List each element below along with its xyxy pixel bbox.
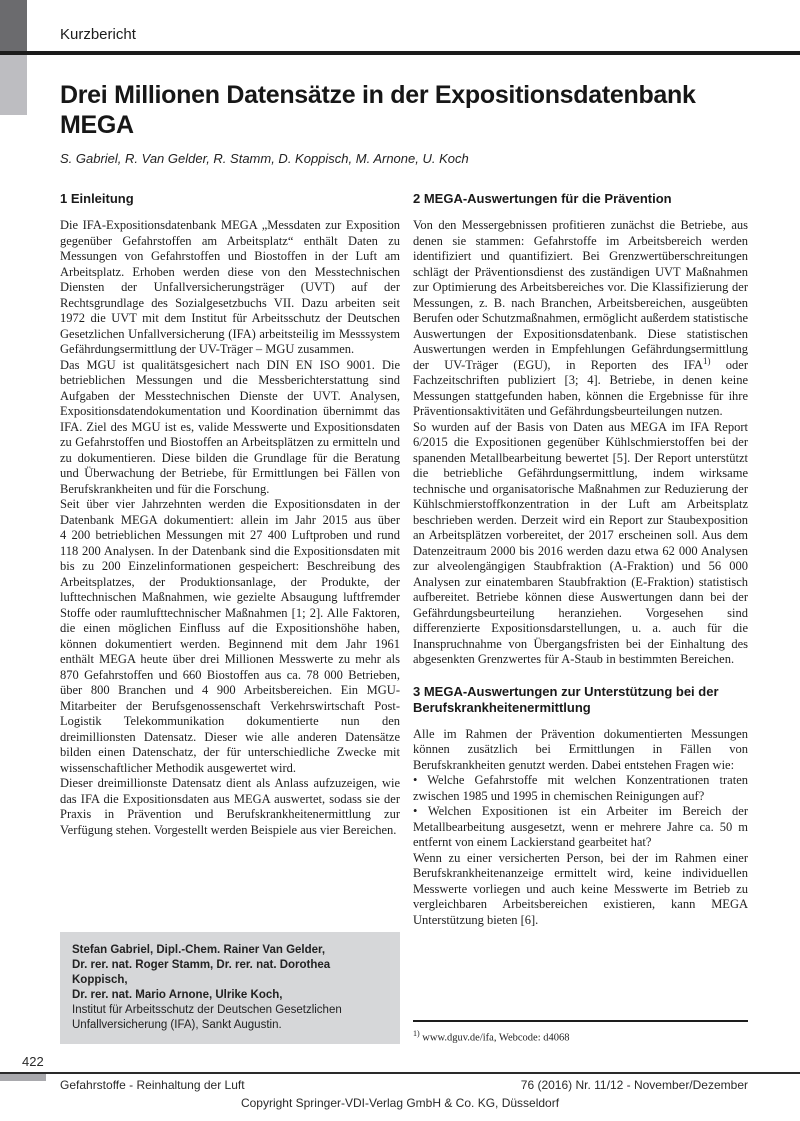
section3-paragraph-1: Alle im Rahmen der Prävention dokumentierten Messungen können zusätzlich bei Ermittlungen in Fällen von Berufskrankheiten genutzt werden. Dabei entstehen Fragen wie: bbox=[413, 726, 748, 772]
section2-paragraph-1-text: Von den Messergebnissen profitieren zunächst die Betriebe, aus denen sie stammen: Gefahrstoffe im Arbeitsbereich werden identifiziert und quantifiziert. Bei Grenzwertüberschreitungen schlägt der Präventionsdienst des zuständigen UVT Maßnahmen zur Optimierung des Arbeitsbereiches vor. Die Klassifizierung der Messungen, z. B. nach Branchen, Arbeitsbereichen, ausgeübten Berufen oder Schutzmaßnahmen, ermöglicht außerdem statistische Auswertungen der Expositionsdatenbank. Diese statistischen Auswertungen werden in Empfehlungen Gefährdungsermittlung der UV-Träger (EGU), in Reporten des IFA bbox=[413, 218, 748, 372]
column-right bbox=[413, 191, 748, 1044]
article-content bbox=[60, 80, 748, 1044]
section2-heading: 2 MEGA-Auswertungen für die Prävention bbox=[413, 191, 672, 206]
footer-rule bbox=[0, 1072, 800, 1074]
footnote-reference-marker: 1) bbox=[703, 355, 711, 366]
section2-paragraph-1-continued: oder Fachzeitschriften publiziert [3; 4]. Betriebe, in denen keine Messungen stattgefunden haben, können die Ergebnisse für ihre Präventionsaktivitäten und Gefährdungsbeurteilungen nutzen. bbox=[413, 357, 748, 418]
page-number: 422 bbox=[22, 1054, 44, 1069]
two-column-body bbox=[60, 191, 748, 1044]
issue-info: 76 (2016) Nr. 11/12 - November/Dezember bbox=[520, 1078, 748, 1092]
section3-heading: 3 MEGA-Auswertungen zur Unterstützung bei der Berufskrankheitenermittlung bbox=[413, 683, 719, 715]
section3-paragraph-2: Wenn zu einer versicherten Person, bei der im Rahmen einer Berufskrankheitenanzeige ermittelt wird, keine individuellen Messwerte vorliegen und auch keine Messwerte im Betrieb zu vergleichbaren Arbeitsbereichen existieren, kann MEGA Unterstützung bieten [6]. bbox=[413, 850, 748, 927]
author-byline: S. Gabriel, R. Van Gelder, R. Stamm, D. Koppisch, M. Arnone, U. Koch bbox=[60, 151, 469, 166]
section1-heading: 1 Einleitung bbox=[60, 191, 134, 206]
article-title-line1: Drei Millionen Datensätze in der Expositionsdatenbank bbox=[60, 81, 696, 109]
copyright-notice: Copyright Springer-VDI-Verlag GmbH & Co. KG, Düsseldorf bbox=[240, 1096, 560, 1110]
journal-title: Gefahrstoffe - Reinhaltung der Luft bbox=[60, 1078, 245, 1092]
author-box-line1: Stefan Gabriel, Dipl.-Chem. Rainer Van Gelder, bbox=[72, 944, 326, 956]
section2-paragraph-1 bbox=[413, 218, 748, 420]
author-box-line2: Dr. rer. nat. Roger Stamm, Dr. rer. nat. Dorothea Koppisch, bbox=[72, 959, 331, 986]
column-left bbox=[60, 191, 400, 1044]
author-affiliation-box bbox=[60, 932, 400, 1044]
footnote-marker: 1) bbox=[413, 1028, 420, 1038]
header-rule bbox=[0, 51, 800, 55]
section2-paragraph-2: So wurden auf der Basis von Daten aus MEGA im IFA Report 6/2015 die Expositionen gegenüber Kühlschmierstoffen bei der spanenden Metallbearbeitung bewertet [5]. Der Report unterstützt die betriebliche Gefährdungsermittlung, indem wirksame technische und organisatorische Maßnahmen zur Reduzierung der Kühlschmierstoffkonzentration in der Luft am Arbeitsplatz beschrieben werden. Derzeit wird ein Report zur Staubexposition an Arbeitsplätzen vorbereitet, der 2017 erscheinen soll. Aus dem Datenzeitraum 2000 bis 2016 werden dazu etwa 62 000 Analysen zur alveolengängigen Staubfraktion (A-Fraktion) und 56 000 Analysen zur einatembaren Staubfraktion (E-Fraktion) statistisch aufbereitet. Betriebe können diese Auswertungen dann bei der Gefährdungsbeurteilung heranziehen. Vorgesehen sind differenzierte Expositionsdarstellungen, u. a. auch für die Inanspruchnahme von Übergangsfristen bei der Einhaltung des abgesenkten Grenzwertes für A-Staub in bestimmten Bereichen. bbox=[413, 419, 748, 666]
article-type-label: Kurzbericht bbox=[60, 26, 136, 43]
section1-paragraph-4: Dieser dreimillionste Datensatz dient als Anlass aufzuzeigen, wie das IFA die Expositionsdaten aus MEGA auswertet, sodass sie der Praxis in Prävention und Berufskrankheitenermittlung zur Verfügung stehen. Vorgestellt werden Beispiele aus vier Bereichen. bbox=[60, 776, 400, 837]
article-title-line2: MEGA bbox=[60, 111, 134, 139]
author-box-line3: Dr. rer. nat. Mario Arnone, Ulrike Koch, bbox=[72, 989, 283, 1001]
section1-paragraph-3: Seit über vier Jahrzehnten werden die Expositionsdaten in der Datenbank MEGA dokumentiert: allein im Jahr 2015 aus über 4 200 betrieblichen Messungen mit 27 400 Luftproben und rund 118 200 Analysen. In der Datenbank sind die Expositionsdaten mit bis zu 200 Einzelinformationen gespeichert: Beschreibung des Arbeitsplatzes, der Produktionsanlage, der Produkte, der lufttechnischen Maßnahmen, wie gezielte Absaugung luftfremder Stoffe oder raumlufttechnischer Maßnahmen [1; 2]. Alle Faktoren, die einen möglichen Einfluss auf die Expositionshöhe haben, können dokumentiert werden. Beginnend mit dem Jahr 1961 enthält MEGA heute über drei Millionen Messwerte zu mehr als 870 Gefahrstoffen und 660 Biostoffen aus ca. 78 000 Betrieben, über 800 Branchen und 4 900 Arbeitsbereichen. Ein MGU-Mitarbeiter der Berufsgenossenschaft Verkehrswirtschaft Post-Logistik Telekommunikation dokumentierte nun den dreimillionsten Datensatz. Dieser wie alle anderen Datensätze bilden einen Datenschatz, der für unterschiedliche Zwecke mit wissenschaftlicher Methodik ausgewertet wird. bbox=[60, 497, 400, 775]
footnote-text: www.dguv.de/ifa, Webcode: d4068 bbox=[419, 1032, 570, 1043]
author-box-affiliation: Institut für Arbeitsschutz der Deutschen Gesetzlichen Unfallversicherung (IFA), Sankt Augustin. bbox=[72, 1004, 342, 1031]
section1-paragraph-2: Das MGU ist qualitätsgesichert nach DIN EN ISO 9001. Die betrieblichen Messungen und die Messberichterstattung sind Aufgaben der Messtechnischen Dienste der UVT. Analysen, Expositionsdatendokumentation und Koordination übernimmt das IFA. Ziel des MGU ist es, valide Messwerte und Expositionsdaten zu Gefahrstoffen und Biostoffen an Arbeitsplätzen zu ermitteln und zu dokumentieren. Diese bilden die Grundlage für die Beratung und Überwachung der Betriebe, für Ermittlungen bei Fällen von Berufskrankheiten und für die Forschung. bbox=[60, 357, 400, 496]
corner-block-dark bbox=[0, 0, 27, 51]
footer-accent-bar bbox=[0, 1074, 46, 1081]
footer-journal-line bbox=[60, 1078, 748, 1092]
corner-block-light bbox=[0, 55, 27, 115]
section1-paragraph-1: Die IFA-Expositionsdatenbank MEGA „Messdaten zur Exposition gegenüber Gefahrstoffen am Arbeitsplatz“ enthält Daten zu Messungen von Gefahrstoffen und Biostoffen in der Luft am Arbeitsplatz. Erhoben werden diese von den Messtechnischen Diensten der Unfallversicherungsträger (UVT) auf der Rechtsgrundlage des Sozialgesetzbuchs VII. Dazu arbeiten seit 1972 die UVT mit dem Institut für Arbeitsschutz der Deutschen Gesetzlichen Unfallversicherung (IFA) arbeitsteilig im Messsystem Gefährdungsermittlung der UV-Träger – MGU zusammen. bbox=[60, 218, 400, 356]
section3-bullet-2: • Welchen Expositionen ist ein Arbeiter im Bereich der Metallbearbeitung ausgesetzt, wenn er mehrere Jahre ca. 50 m entfernt von einem Lackierstand gearbeitet hat? bbox=[413, 804, 748, 849]
section3-bullet-1: • Welche Gefahrstoffe mit welchen Konzentrationen traten zwischen 1985 und 1995 in chemischen Reinigungen auf? bbox=[413, 773, 748, 803]
article-title bbox=[60, 80, 748, 140]
footnote bbox=[413, 1020, 748, 1045]
